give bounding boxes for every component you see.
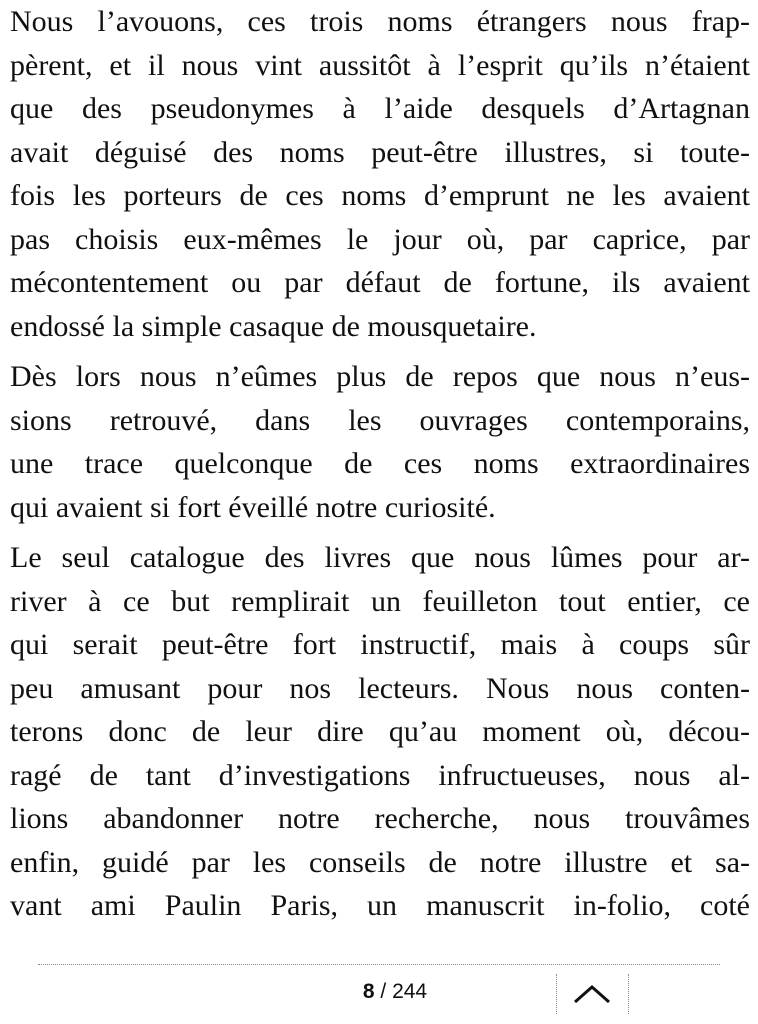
page-separator: /: [374, 980, 393, 1003]
show-toolbar-button[interactable]: [557, 974, 627, 1014]
text-line: enfin, guidé par les conseils de notre illustre et sa-: [10, 845, 750, 879]
text-line: Nous l’avouons, ces trois noms étrangers nous frap-: [10, 5, 750, 38]
text-line: mécontentement ou par défaut de fortune, ils avaient: [10, 266, 750, 299]
text-line: ragé de tant d’investigations infructueuses, nous al-: [10, 758, 750, 792]
reader-page[interactable]: [10, 0, 750, 950]
paragraph-2: [10, 355, 750, 529]
text-line: une trace quelconque de ces noms extraordinaires: [10, 447, 750, 480]
text-line: endossé la simple casaque de mousquetaire.: [10, 309, 537, 343]
text-line: terons donc de leur dire qu’au moment où, décou-: [10, 715, 750, 748]
text-line: qui avaient si fort éveillé notre curiosité.: [10, 490, 496, 524]
toolbar-divider-right: [628, 974, 629, 1014]
text-line: peu amusant pour nos lecteurs. Nous nous conten-: [10, 671, 750, 705]
text-line: qui serait peut-être fort instructif, mais à coups sûr: [10, 628, 750, 661]
current-page-number: 8: [362, 980, 375, 1003]
footer-divider: [38, 964, 720, 965]
paragraph-1: [10, 0, 750, 348]
text-line: sions retrouvé, dans les ouvrages contemporains,: [10, 403, 750, 437]
total-pages: 244: [392, 980, 428, 1003]
text-line: river à ce but remplirait un feuilleton tout entier, ce: [10, 584, 750, 618]
text-line: Dès lors nous n’eûmes plus de repos que nous n’eus-: [10, 360, 750, 393]
chevron-up-icon: [573, 984, 611, 1004]
text-line: Le seul catalogue des livres que nous lûmes pour ar-: [10, 541, 750, 574]
text-line: avait déguisé des noms peut-être illustres, si toute-: [10, 135, 750, 169]
page-indicator[interactable]: [300, 980, 490, 1004]
text-line: que des pseudonymes à l’aide desquels d’Artagnan: [10, 92, 750, 125]
paragraph-3: [10, 536, 750, 928]
text-line: vant ami Paulin Paris, un manuscrit in-folio, coté: [10, 889, 750, 922]
text-line: pèrent, et il nous vint aussitôt à l’esprit qu’ils n’étaient: [10, 48, 750, 82]
text-line: fois les porteurs de ces noms d’emprunt ne les avaient: [10, 179, 750, 212]
text-line: pas choisis eux-mêmes le jour où, par caprice, par: [10, 222, 750, 256]
text-line: lions abandonner notre recherche, nous trouvâmes: [10, 802, 750, 835]
